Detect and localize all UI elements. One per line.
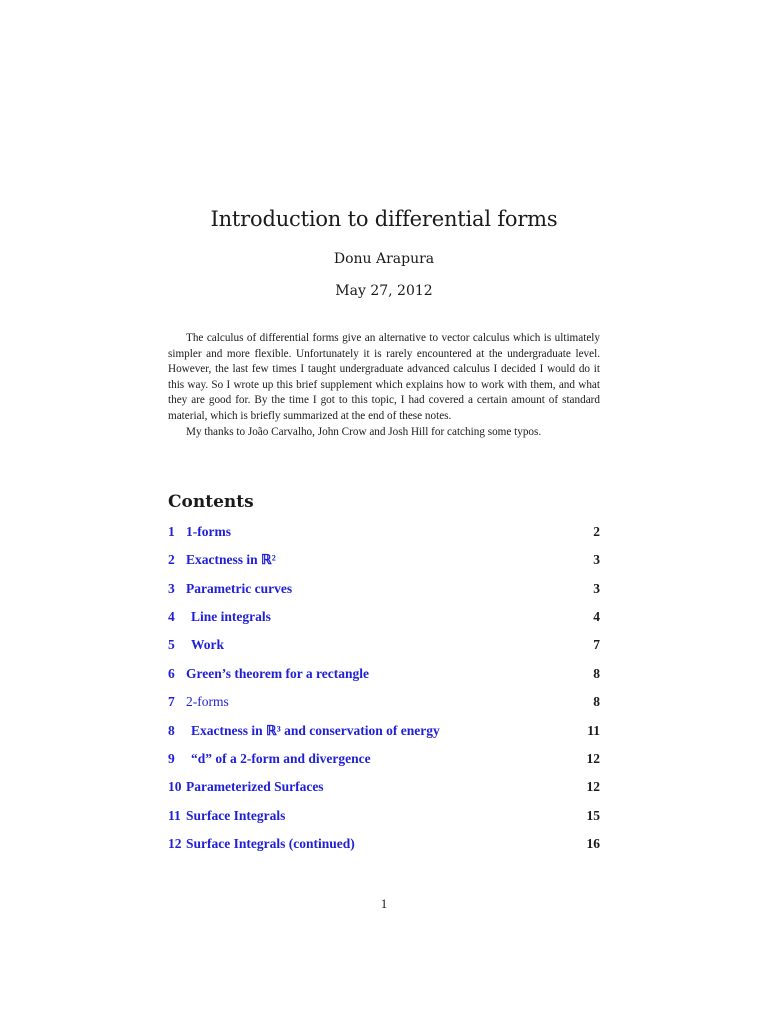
toc-number: 8 [168,723,175,738]
toc-page: 7 [593,637,600,652]
toc-entry-10[interactable] [168,779,600,797]
toc-entry-12[interactable] [168,836,600,854]
toc-title[interactable]: 2-forms [186,694,229,709]
toc-entry-1[interactable] [168,524,600,542]
toc-number: 1 [168,524,175,539]
toc-page: 11 [587,723,600,738]
toc-page: 3 [593,552,600,567]
toc-page: 4 [593,609,600,624]
abstract-paragraph: My thanks to João Carvalho, John Crow and Josh Hill for catching some typos. [186,425,542,438]
toc-page: 3 [593,581,600,596]
toc-number: 7 [168,694,175,709]
author: Donu Arapura [333,251,435,267]
toc-number: 12 [168,836,182,851]
toc-number: 2 [168,552,175,567]
toc-page: 2 [593,524,600,539]
toc-entry-6[interactable] [168,666,600,684]
toc-entry-2[interactable] [168,552,600,570]
toc-title[interactable]: Line integrals [191,609,271,624]
toc-number: 10 [168,779,182,794]
toc-title[interactable]: 1-forms [186,524,231,539]
toc-page: 16 [586,836,600,851]
toc-entry-5[interactable] [168,637,600,655]
toc-number: 9 [168,751,175,766]
toc-title[interactable]: Green’s theorem for a rectangle [186,666,369,681]
contents-heading: Contents [168,492,254,512]
toc-page: 15 [586,808,600,823]
toc-number: 11 [168,808,181,823]
toc-entry-7[interactable] [168,694,600,712]
toc-title[interactable]: Parametric curves [186,581,293,596]
date: May 27, 2012 [335,283,433,299]
toc-page: 12 [586,751,600,766]
toc-entry-3[interactable] [168,581,600,599]
abstract-paragraph: The calculus of differential forms give an alternative to vector calculus which is ultimately simpler and more flexible. Unfortunately it is rarely encountered at the undergraduate level. However, the last few times I taught undergraduate advanced calculus I decided I would do it this way. So I wrote up this brief supplement which explains how to work with them, and what they are good for. By the time I got to this topic, I had covered a certain amount of standard material, which is briefly summarized at the end of these notes. [168,332,600,422]
toc-title[interactable]: Exactness in ℝ² [186,552,276,567]
toc-number: 6 [168,666,175,681]
toc-number: 4 [168,609,175,624]
toc-entry-9[interactable] [168,751,600,769]
toc-number: 3 [168,581,175,596]
page-number: 1 [380,896,388,911]
toc-entry-4[interactable] [168,609,600,627]
toc-page: 8 [593,694,600,709]
page-title: Introduction to differential forms [210,207,558,231]
toc-page: 8 [593,666,600,681]
toc-entry-11[interactable] [168,808,600,826]
toc-title[interactable]: Parameterized Surfaces [186,779,324,794]
toc-title[interactable]: Surface Integrals [186,808,286,823]
toc-title[interactable]: Exactness in ℝ³ and conservation of energy [191,723,440,738]
toc-entry-8[interactable] [168,723,600,741]
abstract [168,331,600,440]
toc-title[interactable]: “d” of a 2-form and divergence [191,751,371,766]
toc-title[interactable]: Work [191,637,225,652]
toc-page: 12 [586,779,600,794]
toc-title[interactable]: Surface Integrals (continued) [186,836,355,851]
toc-number: 5 [168,637,175,652]
